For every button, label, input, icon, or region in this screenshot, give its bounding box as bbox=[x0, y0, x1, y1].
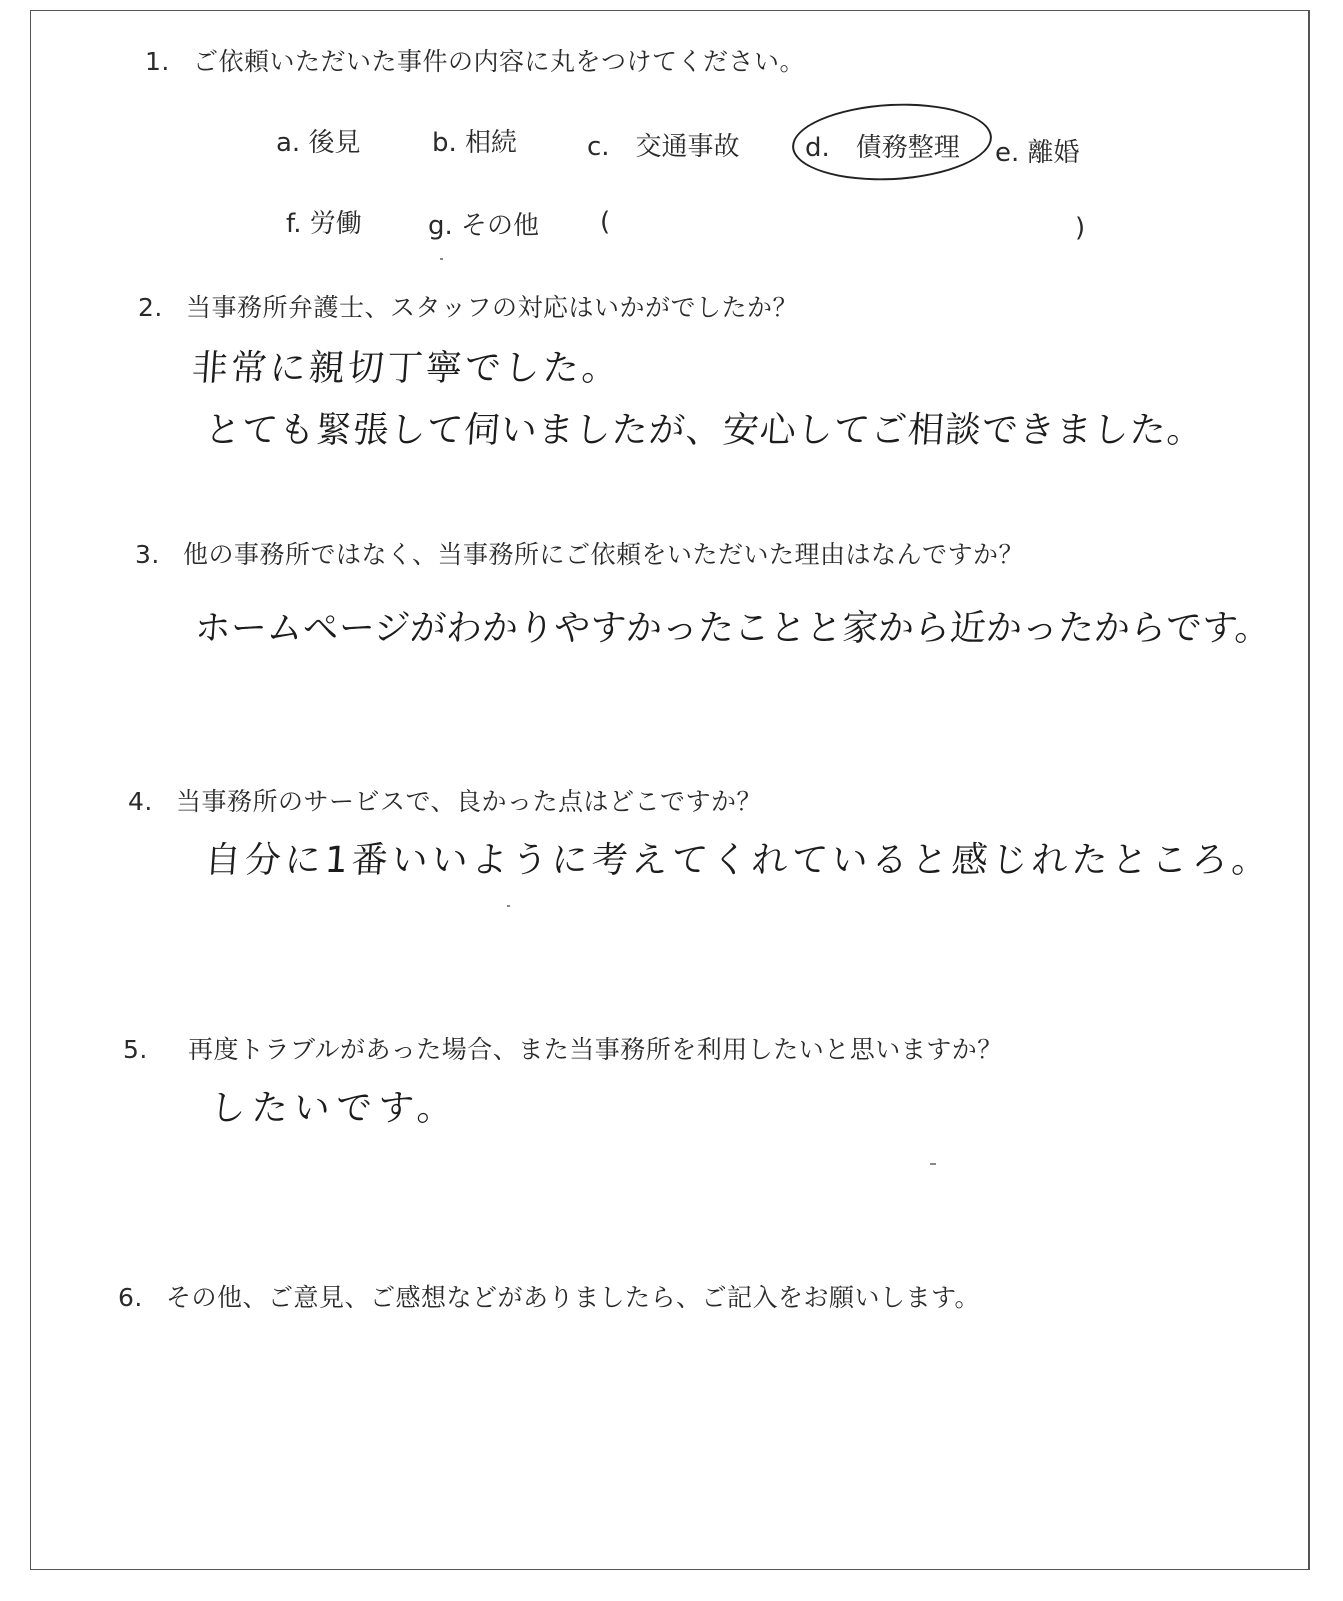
question-2 bbox=[138, 288, 798, 324]
question-1-text: ご依頼いただいた事件の内容に丸をつけてください。 bbox=[193, 47, 806, 76]
option-g-paren-open: ( bbox=[600, 207, 611, 237]
option-b: b. 相続 bbox=[432, 128, 518, 158]
question-5-number: 5. bbox=[123, 1035, 148, 1064]
question-4 bbox=[128, 782, 762, 818]
question-6 bbox=[118, 1278, 980, 1314]
question-6-text: その他、ご意見、ご感想などがありましたら、ご記入をお願いします。 bbox=[166, 1283, 981, 1312]
option-g-paren-close: ) bbox=[1075, 213, 1086, 243]
scan-speck bbox=[930, 1163, 936, 1165]
answer-2-line-2: とても緊張して伺いましたが、安心してご相談できました。 bbox=[203, 410, 1206, 451]
question-5-text: 再度トラブルがあった場合、また当事務所を利用したいと思いますか？ bbox=[188, 1035, 1003, 1064]
option-c: c. 交通事故 bbox=[587, 132, 740, 162]
question-3-text: 他の事務所ではなく、当事務所にご依頼をいただいた理由はなんですか？ bbox=[183, 540, 1025, 569]
option-e: e. 離婚 bbox=[995, 138, 1080, 168]
option-d: d. 債務整理 bbox=[805, 133, 960, 163]
question-1 bbox=[145, 42, 805, 78]
question-5 bbox=[123, 1030, 1003, 1066]
question-4-number: 4. bbox=[128, 787, 153, 816]
question-2-text: 当事務所弁護士、スタッフの対応はいかがでしたか？ bbox=[186, 293, 799, 322]
question-1-number: 1. bbox=[145, 47, 170, 76]
scan-speck bbox=[440, 258, 443, 260]
option-a: a. 後見 bbox=[276, 128, 361, 158]
answer-2-line-1: 非常に親切丁寧でした。 bbox=[190, 348, 623, 389]
question-6-number: 6. bbox=[118, 1283, 143, 1312]
question-3-number: 3. bbox=[135, 540, 160, 569]
question-2-number: 2. bbox=[138, 293, 163, 322]
answer-4: 自分に1番いいように考えてくれていると感じれたところ。 bbox=[203, 840, 1274, 881]
answer-3: ホームページがわかりやすかったことと家から近かったからです。 bbox=[193, 608, 1273, 649]
option-f: f. 労働 bbox=[286, 209, 362, 239]
answer-5: したいです。 bbox=[208, 1088, 461, 1129]
question-4-text: 当事務所のサービスで、良かった点はどこですか？ bbox=[176, 787, 763, 816]
question-3 bbox=[135, 535, 1024, 571]
scan-speck bbox=[507, 905, 510, 907]
option-g: g. その他 bbox=[428, 211, 540, 241]
